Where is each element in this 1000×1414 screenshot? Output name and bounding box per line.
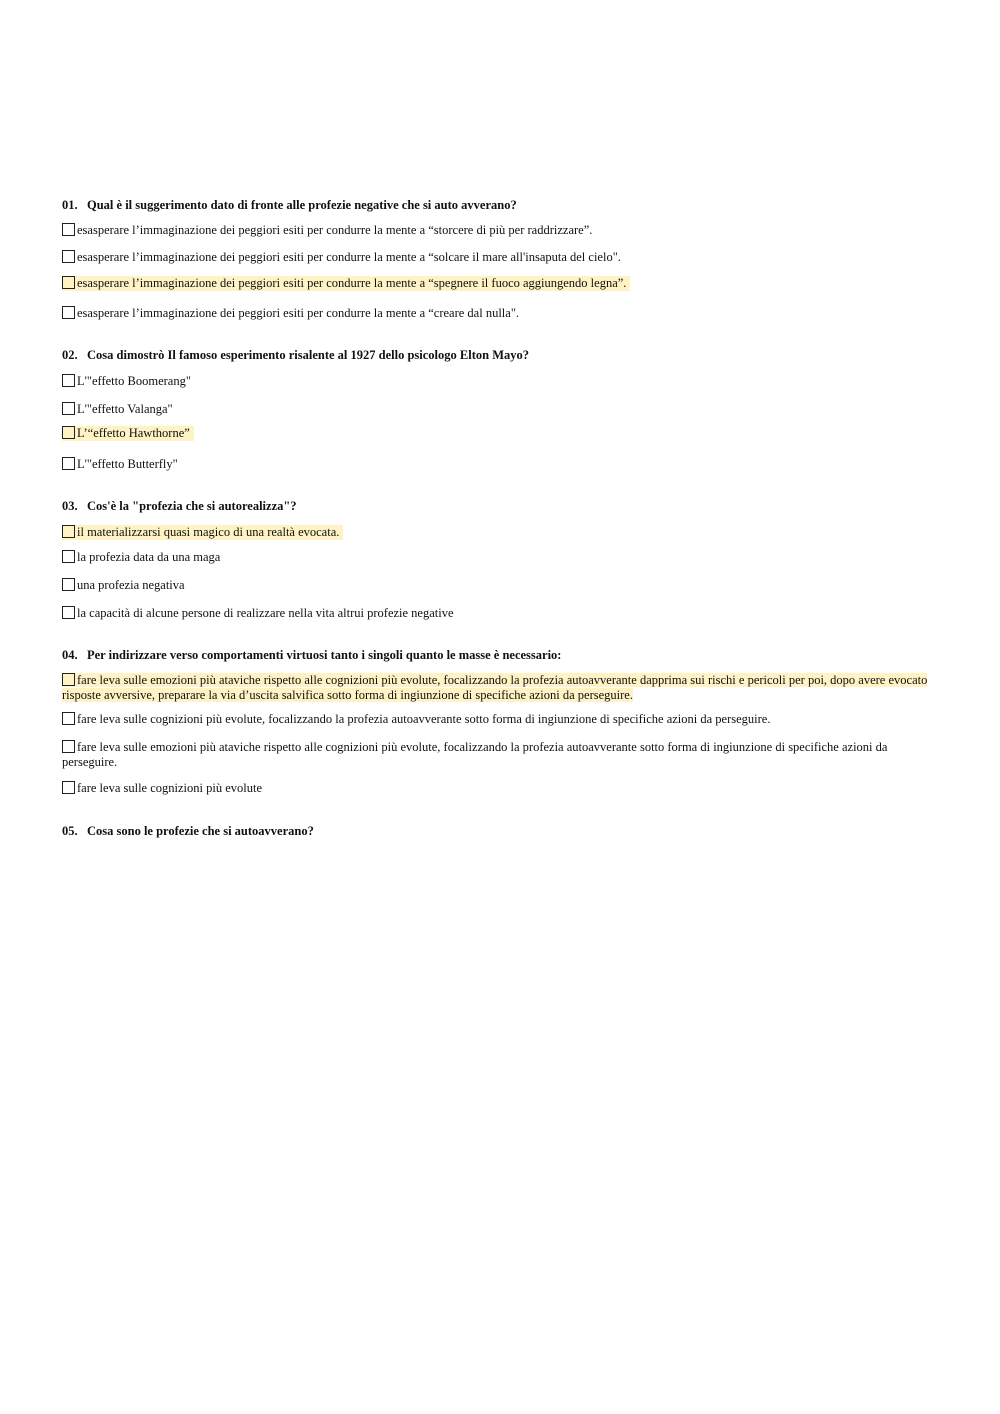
checkbox[interactable]: [62, 740, 75, 753]
option-text: il materializzarsi quasi magico di una realtà evocata.: [77, 525, 340, 539]
answer-option[interactable]: [62, 740, 932, 770]
option-text: esasperare l’immaginazione dei peggiori esiti per condurre la mente a “solcare il mare all'insaputa del cielo".: [77, 250, 621, 264]
answer-option[interactable]: [62, 781, 932, 796]
answer-option-highlighted[interactable]: [62, 276, 630, 291]
question-heading: [62, 347, 942, 363]
answer-option[interactable]: [62, 712, 932, 727]
question-4: [62, 647, 942, 795]
option-text: fare leva sulle emozioni più ataviche rispetto alle cognizioni più evolute, focalizzando la profezia autoavverante dapprima sui rischi e pericoli per poi, dopo avere evocato risposte avversive, preparare la via d’uscita salvifica sotto forma di ingiunzione di specifiche azioni da perseguire.: [62, 673, 928, 702]
option-text: L’“effetto Hawthorne”: [77, 426, 190, 440]
option-text: L'"effetto Butterfly": [77, 457, 178, 471]
checkbox[interactable]: [62, 250, 75, 263]
answer-option[interactable]: [62, 250, 621, 265]
option-text: L'"effetto Boomerang": [77, 374, 191, 388]
option-text: la profezia data da una maga: [77, 550, 221, 564]
checkbox[interactable]: [62, 673, 75, 686]
checkbox[interactable]: [62, 606, 75, 619]
option-text: fare leva sulle emozioni più ataviche rispetto alle cognizioni più evolute, focalizzando la profezia autoavverante sotto forma di ingiunzione di specifiche azioni da perseguire.: [62, 740, 888, 769]
answer-option-highlighted[interactable]: [62, 673, 932, 703]
option-text: L'"effetto Valanga": [77, 402, 173, 416]
question-number: 02.: [62, 348, 78, 362]
answer-option[interactable]: [62, 550, 220, 565]
option-text: esasperare l’immaginazione dei peggiori esiti per condurre la mente a “creare dal nulla".: [77, 306, 520, 320]
question-heading: [62, 498, 942, 514]
checkbox[interactable]: [62, 457, 75, 470]
question-5: [62, 823, 942, 839]
question-text: Cosa dimostrò Il famoso esperimento risalente al 1927 dello psicologo Elton Mayo?: [87, 348, 529, 362]
checkbox[interactable]: [62, 276, 75, 289]
checkbox[interactable]: [62, 578, 75, 591]
question-number: 03.: [62, 499, 78, 513]
option-text: esasperare l’immaginazione dei peggiori esiti per condurre la mente a “storcere di più per raddrizzare”.: [77, 223, 593, 237]
option-text: fare leva sulle cognizioni più evolute: [77, 781, 263, 795]
question-number: 05.: [62, 824, 78, 838]
checkbox[interactable]: [62, 781, 75, 794]
option-text: una profezia negativa: [77, 578, 185, 592]
question-heading: [62, 197, 942, 213]
question-text: Per indirizzare verso comportamenti virtuosi tanto i singoli quanto le masse è necessario:: [87, 648, 562, 662]
question-text: Cosa sono le profezie che si autoavverano?: [87, 824, 314, 838]
checkbox[interactable]: [62, 402, 75, 415]
answer-option-highlighted[interactable]: [62, 525, 343, 540]
checkbox[interactable]: [62, 223, 75, 236]
answer-option[interactable]: [62, 374, 191, 389]
checkbox[interactable]: [62, 550, 75, 563]
question-heading: [62, 647, 942, 663]
checkbox[interactable]: [62, 306, 75, 319]
question-heading: [62, 823, 942, 839]
checkbox[interactable]: [62, 374, 75, 387]
question-number: 04.: [62, 648, 78, 662]
question-text: Qual è il suggerimento dato di fronte alle profezie negative che si auto avverano?: [87, 198, 517, 212]
answer-option[interactable]: [62, 606, 454, 621]
option-text: esasperare l’immaginazione dei peggiori esiti per condurre la mente a “spegnere il fuoco aggiungendo legna”.: [77, 276, 627, 290]
question-number: 01.: [62, 198, 78, 212]
answer-option[interactable]: [62, 578, 185, 593]
option-text: fare leva sulle cognizioni più evolute, focalizzando la profezia autoavverante sotto forma di ingiunzione di specifiche azioni da perseguire.: [77, 712, 771, 726]
checkbox[interactable]: [62, 525, 75, 538]
checkbox[interactable]: [62, 712, 75, 725]
answer-option-highlighted[interactable]: [62, 426, 194, 441]
question-1: [62, 197, 942, 320]
question-3: [62, 498, 942, 620]
answer-option[interactable]: [62, 306, 519, 321]
question-text: Cos'è la "profezia che si autorealizza"?: [87, 499, 297, 513]
question-2: [62, 347, 942, 471]
checkbox[interactable]: [62, 426, 75, 439]
answer-option[interactable]: [62, 223, 592, 238]
answer-option[interactable]: [62, 402, 173, 417]
option-text: la capacità di alcune persone di realizzare nella vita altrui profezie negative: [77, 606, 454, 620]
answer-option[interactable]: [62, 457, 178, 472]
